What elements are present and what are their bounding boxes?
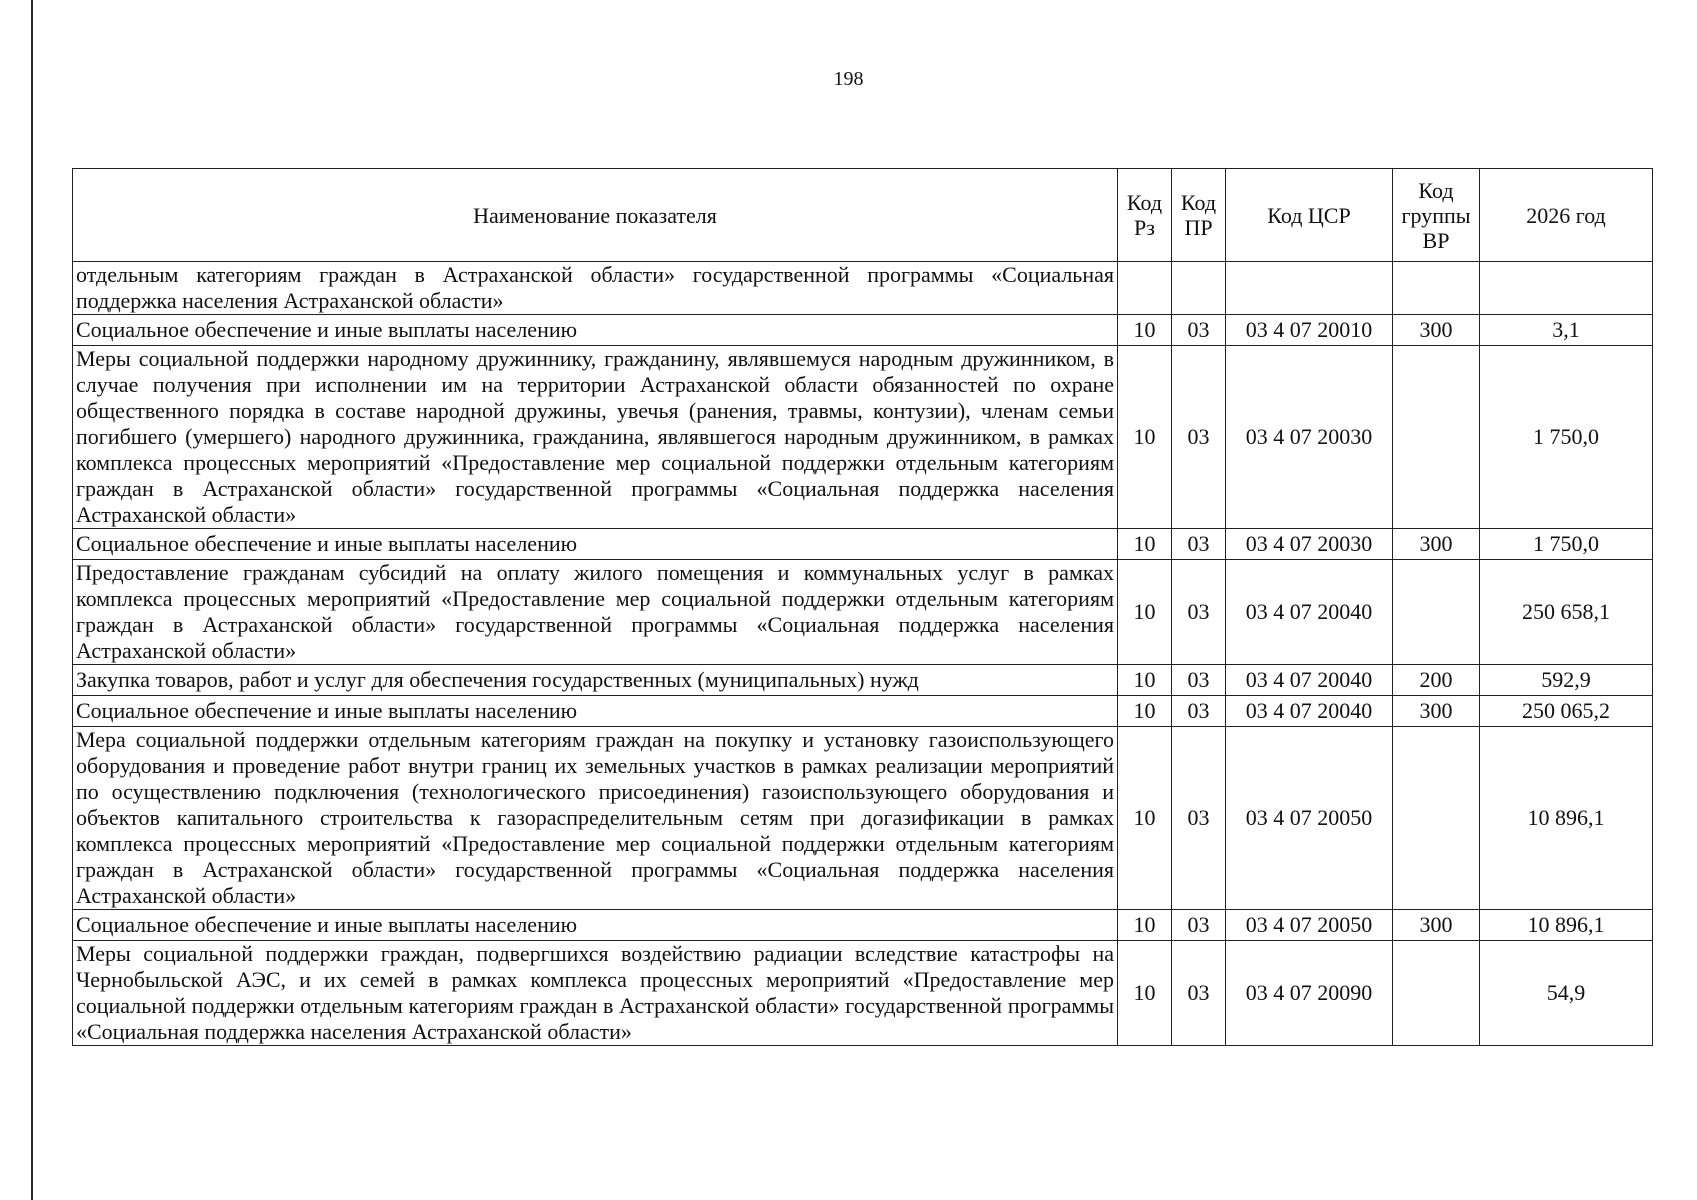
row-amount: 10 896,1 <box>1480 727 1653 910</box>
row-csr: 03 4 07 20010 <box>1226 315 1393 346</box>
row-vr: 300 <box>1393 910 1480 941</box>
table-row <box>73 910 1653 941</box>
row-amount: 3,1 <box>1480 315 1653 346</box>
row-csr <box>1226 262 1393 315</box>
row-amount: 54,9 <box>1480 941 1653 1046</box>
row-pr: 03 <box>1172 315 1226 346</box>
row-name: Социальное обеспечение и иные выплаты населению <box>73 529 1118 560</box>
row-pr: 03 <box>1172 696 1226 727</box>
row-vr: 300 <box>1393 315 1480 346</box>
page-number: 198 <box>833 68 864 90</box>
row-name: Социальное обеспечение и иные выплаты населению <box>73 315 1118 346</box>
budget-table <box>72 168 1653 1046</box>
header-year: 2026 год <box>1480 169 1653 262</box>
row-amount: 1 750,0 <box>1480 529 1653 560</box>
row-vr <box>1393 560 1480 665</box>
row-csr: 03 4 07 20050 <box>1226 727 1393 910</box>
row-rz: 10 <box>1118 727 1172 910</box>
table-row <box>73 727 1653 910</box>
row-rz: 10 <box>1118 529 1172 560</box>
header-rz: Код Рз <box>1118 169 1172 262</box>
row-vr: 300 <box>1393 696 1480 727</box>
row-name: Предоставление гражданам субсидий на оплату жилого помещения и коммунальных услуг в рамках комплекса процессных мероприятий «Предоставление мер социальной поддержки отдельным категориям граждан в Астраханской области» государственной программы «Социальная поддержка населения Астраханской области» <box>73 560 1118 665</box>
row-pr: 03 <box>1172 346 1226 529</box>
header-name: Наименование показателя <box>73 169 1118 262</box>
table-row <box>73 560 1653 665</box>
table-row <box>73 346 1653 529</box>
row-rz: 10 <box>1118 665 1172 696</box>
row-name: отдельным категориям граждан в Астраханской области» государственной программы «Социальная поддержка населения Астраханской области» <box>73 262 1118 315</box>
table-row <box>73 262 1653 315</box>
row-rz: 10 <box>1118 941 1172 1046</box>
row-amount <box>1480 262 1653 315</box>
row-name: Мера социальной поддержки отдельным категориям граждан на покупку и установку газоиспользующего оборудования и проведение работ внутри границ их земельных участков в рамках реализации мероприятий по осуществлению подключения (технологического присоединения) газоиспользующего оборудования и объектов капитального строительства к газораспределительным сетям при догазификации в рамках комплекса процессных мероприятий «Предоставление мер социальной поддержки отдельным категориям граждан в Астраханской области» государственной программы «Социальная поддержка населения Астраханской области» <box>73 727 1118 910</box>
table-row <box>73 315 1653 346</box>
row-pr: 03 <box>1172 941 1226 1046</box>
row-pr <box>1172 262 1226 315</box>
binding-line <box>31 0 33 1200</box>
header-csr: Код ЦСР <box>1226 169 1393 262</box>
row-vr: 200 <box>1393 665 1480 696</box>
row-pr: 03 <box>1172 910 1226 941</box>
row-rz: 10 <box>1118 315 1172 346</box>
header-pr: Код ПР <box>1172 169 1226 262</box>
row-csr: 03 4 07 20040 <box>1226 696 1393 727</box>
row-amount: 1 750,0 <box>1480 346 1653 529</box>
row-vr <box>1393 346 1480 529</box>
row-name: Закупка товаров, работ и услуг для обеспечения государственных (муниципальных) нужд <box>73 665 1118 696</box>
row-pr: 03 <box>1172 665 1226 696</box>
table-row <box>73 696 1653 727</box>
row-pr: 03 <box>1172 727 1226 910</box>
row-csr: 03 4 07 20090 <box>1226 941 1393 1046</box>
row-name: Социальное обеспечение и иные выплаты населению <box>73 696 1118 727</box>
row-vr <box>1393 262 1480 315</box>
row-csr: 03 4 07 20050 <box>1226 910 1393 941</box>
row-amount: 592,9 <box>1480 665 1653 696</box>
table-row <box>73 529 1653 560</box>
row-amount: 250 065,2 <box>1480 696 1653 727</box>
row-csr: 03 4 07 20040 <box>1226 665 1393 696</box>
row-vr <box>1393 941 1480 1046</box>
row-vr <box>1393 727 1480 910</box>
row-vr: 300 <box>1393 529 1480 560</box>
row-amount: 250 658,1 <box>1480 560 1653 665</box>
row-rz: 10 <box>1118 560 1172 665</box>
row-rz: 10 <box>1118 346 1172 529</box>
header-vr: Код группы ВР <box>1393 169 1480 262</box>
row-csr: 03 4 07 20040 <box>1226 560 1393 665</box>
row-rz: 10 <box>1118 696 1172 727</box>
row-rz <box>1118 262 1172 315</box>
row-csr: 03 4 07 20030 <box>1226 346 1393 529</box>
table-row <box>73 665 1653 696</box>
table-header-row <box>73 169 1653 262</box>
row-name: Меры социальной поддержки народному дружиннику, гражданину, являвшемуся народным дружинником, в случае получения при исполнении им на территории Астраханской области обязанностей по охране общественного порядка в составе народной дружины, увечья (ранения, травмы, контузии), членам семьи погибшего (умершего) народного дружинника, гражданина, являвшегося народным дружинником, в рамках комплекса процессных мероприятий «Предоставление мер социальной поддержки отдельным категориям граждан в Астраханской области» государственной программы «Социальная поддержка населения Астраханской области» <box>73 346 1118 529</box>
table-row <box>73 941 1653 1046</box>
row-name: Меры социальной поддержки граждан, подвергшихся воздействию радиации вследствие катастрофы на Чернобыльской АЭС, и их семей в рамках комплекса процессных мероприятий «Предоставление мер социальной поддержки отдельным категориям граждан в Астраханской области» государственной программы «Социальная поддержка населения Астраханской области» <box>73 941 1118 1046</box>
row-csr: 03 4 07 20030 <box>1226 529 1393 560</box>
row-name: Социальное обеспечение и иные выплаты населению <box>73 910 1118 941</box>
row-pr: 03 <box>1172 529 1226 560</box>
row-pr: 03 <box>1172 560 1226 665</box>
row-rz: 10 <box>1118 910 1172 941</box>
row-amount: 10 896,1 <box>1480 910 1653 941</box>
